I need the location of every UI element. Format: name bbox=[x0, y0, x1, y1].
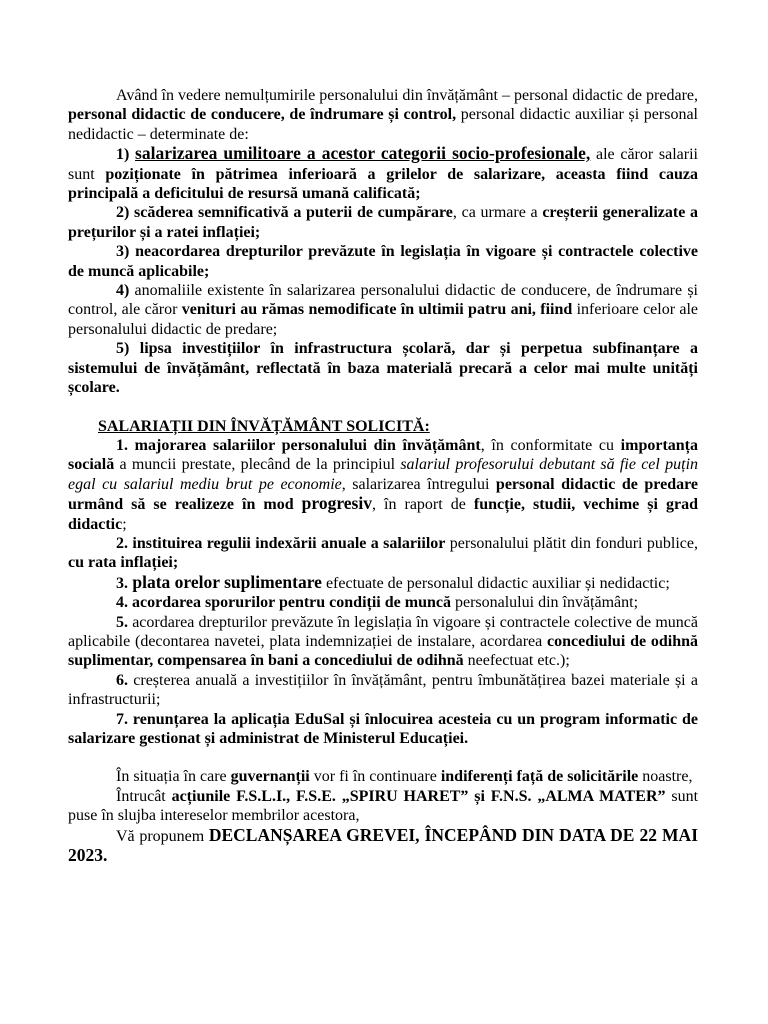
closing-paragraph-2: Întrucât acțiunile F.S.L.I., F.S.E. „SPIRU HARET” și F.N.S. „ALMA MATER” sunt puse în slujba intereselor membrilor acestora, bbox=[68, 787, 699, 825]
demand-item-4: 4. acordarea sporurilor pentru condiții de muncă personalului din învățământ; bbox=[116, 594, 639, 612]
demand-item-5: 5. acordarea drepturilor prevăzute în legislația în vigoare și contractele colective de muncă aplicabile (decontarea navetei, plata indemnizației de instalare, acordarea concediului de odihnă suplimentar, compensarea în bani a concediului de odihnă neefectuat etc.); bbox=[68, 613, 699, 670]
demand-item-2: 2. instituirea regulii indexării anuale a salariilor personalului plătit din fonduri publice, cu rata inflației; bbox=[68, 534, 698, 572]
intro-text-b: – personal didactic de predare, bbox=[497, 87, 698, 104]
closing-paragraph-1: În situația în care guvernanții vor fi în continuare indiferenți față de solicitările noastre, bbox=[116, 768, 693, 786]
demand-item-6: 6. creșterea anuală a investițiilor în învățământ, pentru îmbunătățirea bazei materiale și a infrastructurii; bbox=[68, 671, 698, 709]
demand-item-3: 3. plata orelor suplimentare efectuate de personalul didactic auxiliar și nedidactic; bbox=[116, 571, 670, 592]
intro-paragraph bbox=[68, 86, 698, 144]
intro-text-a: Având în vedere nemulțumirile personalului din învățământ bbox=[116, 87, 498, 104]
demands-heading: SALARIAȚII DIN ÎNVĂȚĂMÂNT SOLICITĂ: bbox=[98, 417, 430, 435]
spacer bbox=[68, 748, 698, 767]
closing-paragraph-3: Vă propunem DECLANȘAREA GREVEI, ÎNCEPÂND DIN DATA DE 22 MAI 2023. bbox=[68, 824, 699, 866]
demand-item-7: 7. renunțarea la aplicația EduSal și înlocuirea acesteia cu un program informatic de salarizare gestionat și administrat de Ministerul Educației. bbox=[68, 710, 698, 747]
cause-item-4: 4) anomaliile existente în salarizarea personalului didactic de conducere, de îndrumare și control, ale căror venituri au rămas nemodificate în ultimii patru ani, fiind inferioare celor ale personalului didactic de predare; bbox=[68, 282, 699, 338]
cause-item-5: 5) lipsa investițiilor în infrastructura școlară, dar și perpetua subfinanțare a sistemului de învățământ, reflectată în baza materială precară a celor mai multe unități școlare. bbox=[68, 340, 698, 397]
intro-text-c: personal didactic de conducere, de îndrumare și control, bbox=[68, 106, 457, 124]
demand-item-1: 1. majorarea salariilor personalului din învățământ, în conformitate cu importanța socială a muncii prestate, plecând de la principiul salariul profesorului debutant să fie cel puțin egal cu salariul mediu brut pe economie, salarizarea întregului personal didactic de predare urmând să se realizeze în mod progresiv, în raport de funcție, studii, vechime și grad didactic; bbox=[68, 436, 699, 533]
intro-text-d: personal didactic auxiliar și personal nedidactic – determinate de: bbox=[68, 106, 699, 143]
cause-item-1: 1) salarizarea umilitoare a acestor categorii socio-profesionale, ale căror salarii sunt poziționate în pătrimea inferioară a grilelor de salarizare, aceasta fiind cauza principală a deficitului de resursă umană calificată; bbox=[68, 143, 699, 203]
cause-item-3: 3) neacordarea drepturilor prevăzute în legislația în vigoare și contractele colective de muncă aplicabile; bbox=[68, 243, 698, 280]
document-body bbox=[68, 86, 698, 866]
cause-item-2: 2) scăderea semnificativă a puterii de cumpărare, ca urmare a creșterii generalizate a prețurilor și a ratei inflației; bbox=[68, 204, 699, 241]
spacer bbox=[68, 398, 698, 417]
